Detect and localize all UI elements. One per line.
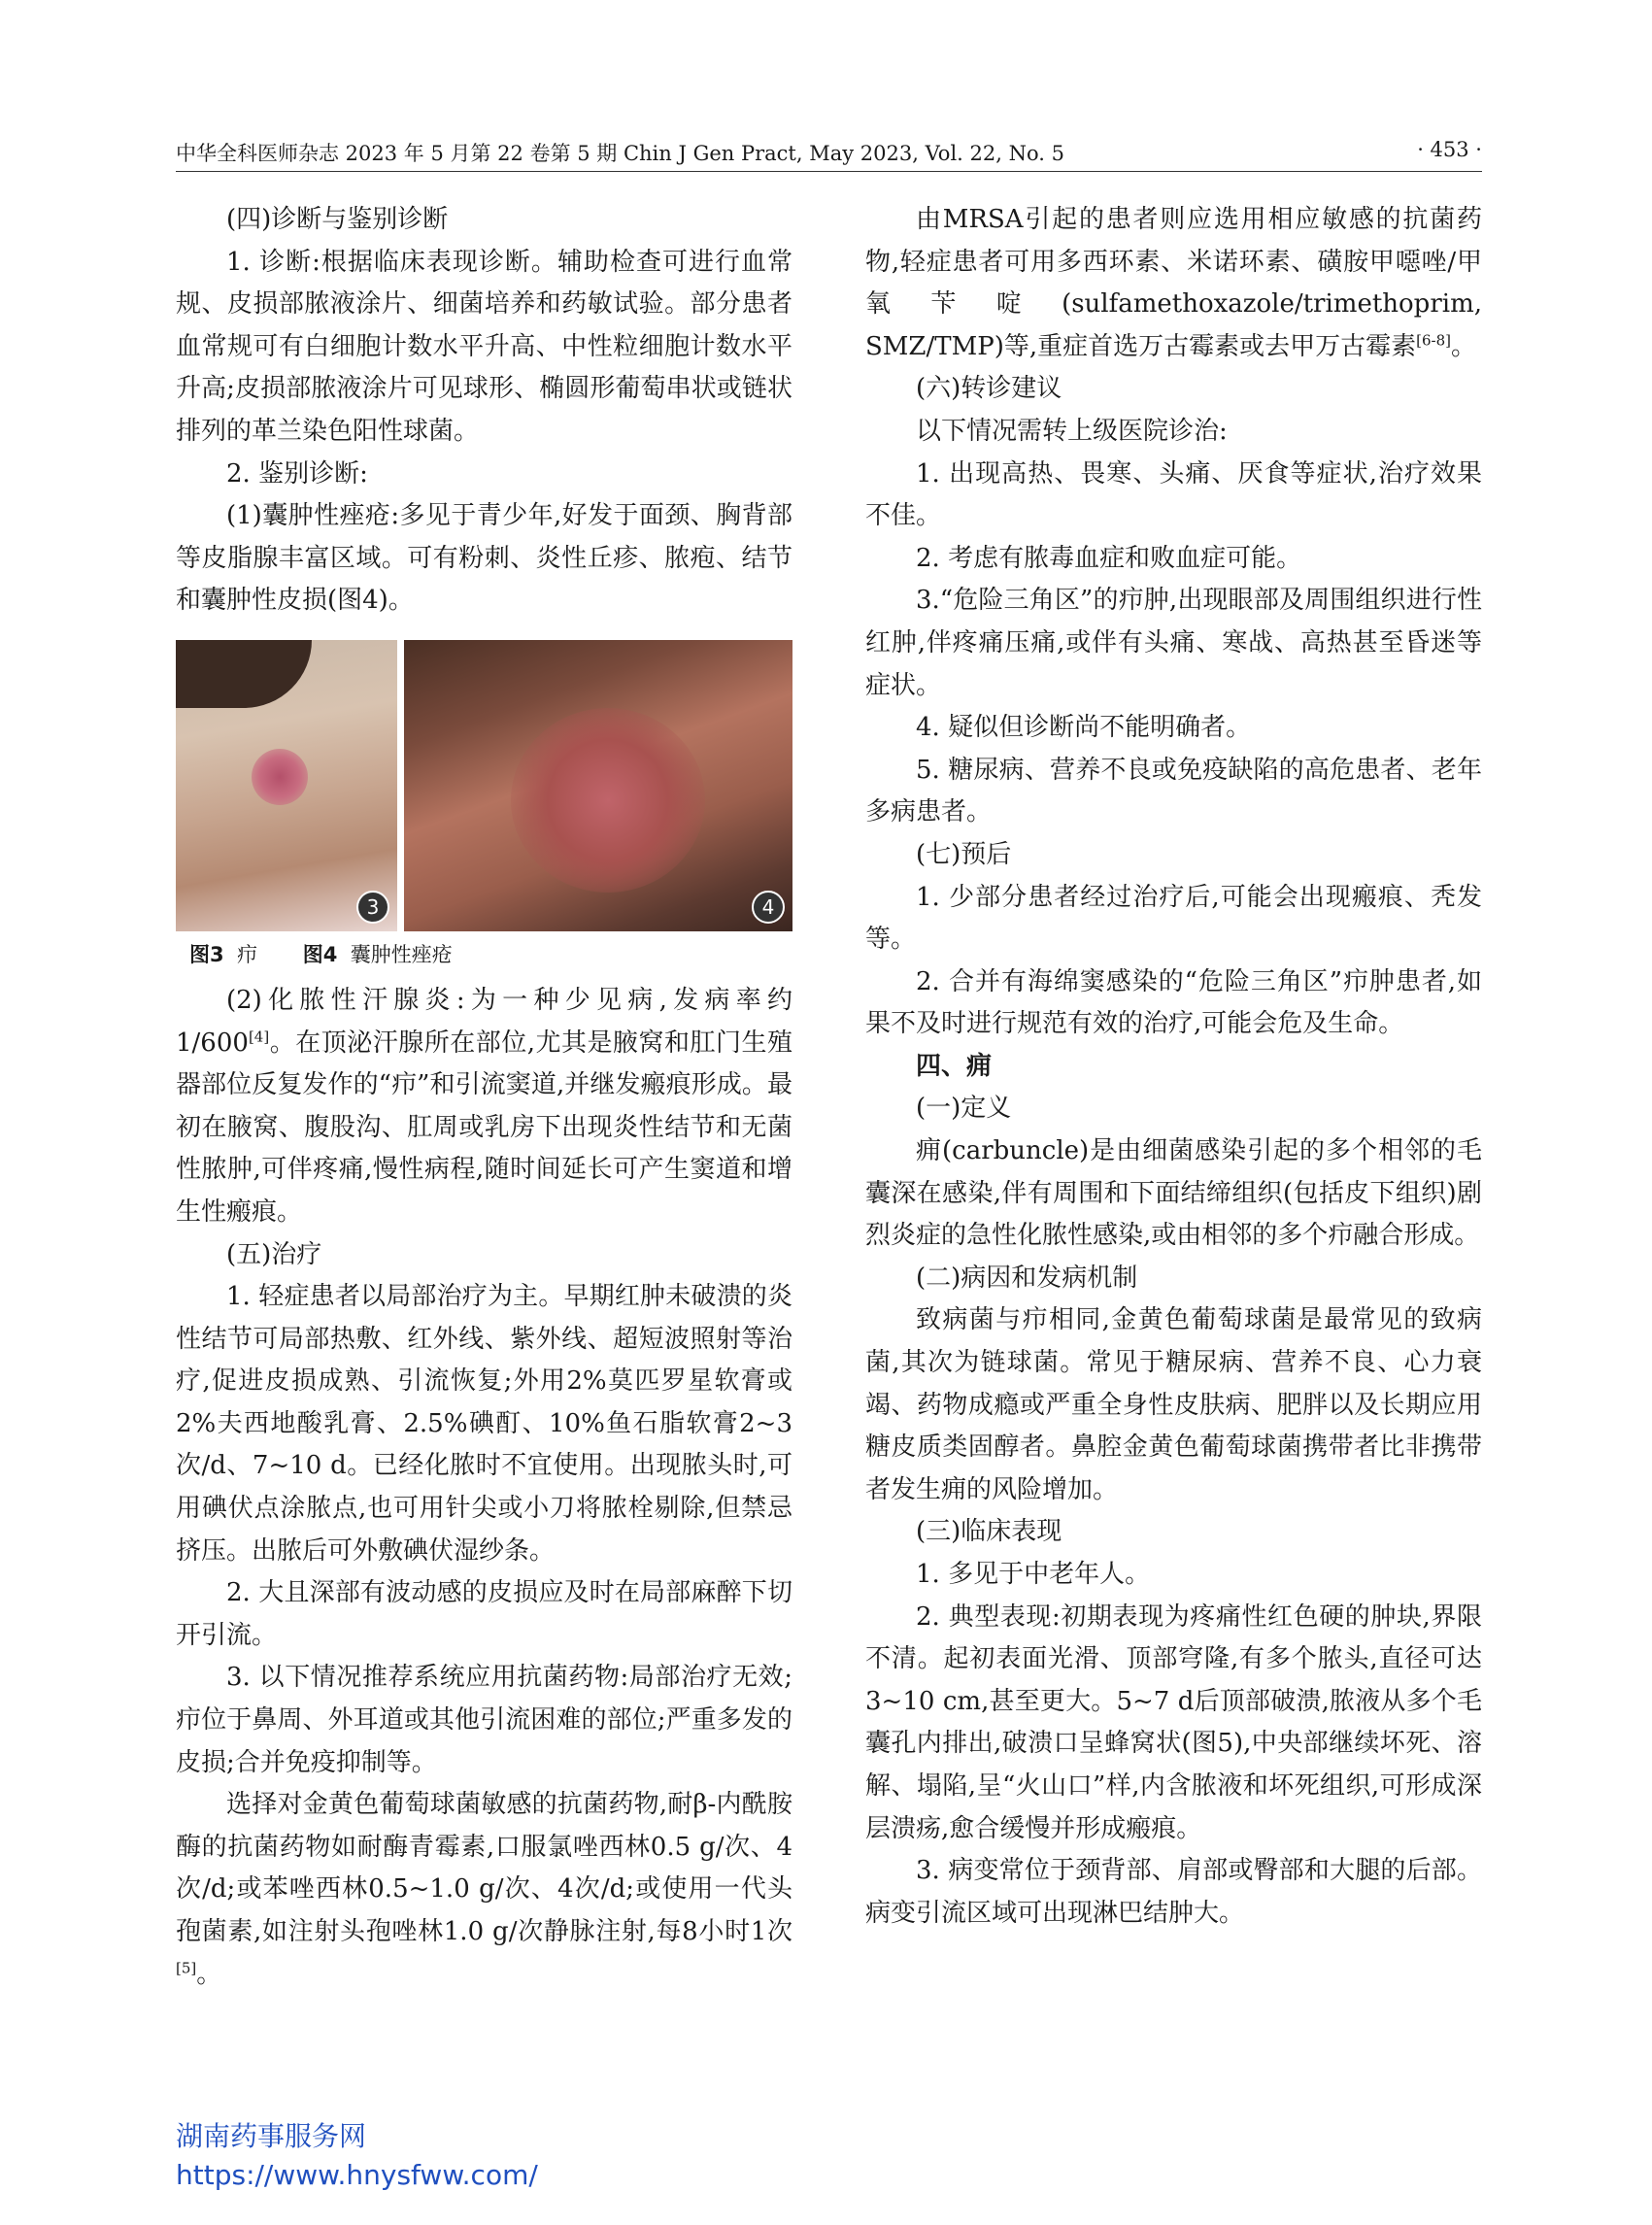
section-heading: (七)预后 <box>916 839 1012 869</box>
caption-4-text: 囊肿性痤疮 <box>350 942 453 966</box>
paragraph: 1. 诊断:根据临床表现诊断。辅助检查可进行血常规、皮损部脓液涂片、细菌培养和药敏试验。部分患者血常规可有白细胞计数水平升高、中性粒细胞计数水平升高;皮损部脓液涂片可见球形、椭圆形葡萄串状或链状排列的革兰染色阳性球菌。 <box>176 247 792 446</box>
paragraph: 2. 鉴别诊断: <box>226 458 368 489</box>
paragraph: 1. 出现高热、畏寒、头痛、厌食等症状,治疗效果不佳。 <box>865 458 1482 531</box>
text: 。 <box>1451 331 1477 361</box>
figure-4-photo <box>404 640 792 931</box>
watermark-site-name: 湖南药事服务网 <box>176 2120 367 2152</box>
section-heading: (二)病因和发病机制 <box>916 1263 1138 1293</box>
major-heading: 四、痈 <box>916 1051 993 1081</box>
section-heading: (一)定义 <box>916 1094 1012 1124</box>
paragraph: 1. 少部分患者经过治疗后,可能会出现瘢痕、秃发等。 <box>865 882 1482 955</box>
paragraph: 以下情况需转上级医院诊治: <box>916 416 1228 446</box>
paragraph: 5. 糖尿病、营养不良或免疫缺陷的高危患者、老年多病患者。 <box>865 755 1482 827</box>
paragraph: 2. 典型表现:初期表现为疼痛性红色硬的肿块,界限不清。起初表面光滑、顶部穹隆,有多个脓头,直径可达3~10 cm,甚至更大。5~7 d后顶部破溃,脓液从多个毛囊孔内排出,破溃口呈蜂窝状(图5),中央部继续坏死、溶解、塌陷,呈“火山口”样,内含脓液和坏死组织,可形成深层溃疡,愈合缓慢并形成瘢痕。 <box>865 1601 1482 1843</box>
paragraph <box>176 1784 792 1996</box>
section-heading: (三)临床表现 <box>916 1517 1062 1547</box>
text: 。在顶泌汗腺所在部位,尤其是腋窝和肛门生殖器部位反复发作的“疖”和引流窦道,并继发瘢痕形成。最初在腋窝、腹股沟、肛周或乳房下出现炎性结节和无菌性脓肿,可伴疼痛,慢性病程,随时间延长可产生窦道和增生性瘢痕。 <box>176 1028 792 1227</box>
watermark <box>176 2117 538 2195</box>
text: (2)化脓性汗腺炎:为一种少见病,发病率约1/600 <box>176 985 792 1058</box>
hair-region <box>176 640 312 708</box>
paragraph: 1. 轻症患者以局部治疗为主。早期红肿未破溃的炎性结节可局部热敷、红外线、紫外线、超短波照射等治疗,促进皮损成熟、引流恢复;外用2%莫匹罗星软膏或2%夫西地酸乳膏、2.5%碘酊、10%鱼石脂软膏2~3次/d、7~10 d。已经化脓时不宜使用。出现脓头时,可用碘伏点涂脓点,也可用针尖或小刀将脓栓剔除,但禁忌挤压。出脓后可外敷碘伏湿纱条。 <box>176 1282 792 1566</box>
paragraph: 痈(carbuncle)是由细菌感染引起的多个相邻的毛囊深在感染,伴有周围和下面结缔组织(包括皮下组织)剧烈炎症的急性化脓性感染,或由相邻的多个疖融合形成。 <box>865 1136 1482 1251</box>
paragraph: 3. 病变常位于颈背部、肩部或臀部和大腿的后部。病变引流区域可出现淋巴结肿大。 <box>865 1856 1482 1928</box>
page-number: · 453 · <box>1417 138 1482 161</box>
text: 由MRSA引起的患者则应选用相应敏感的抗菌药物,轻症患者可用多西环素、米诺环素、磺胺甲噁唑/甲氧苄啶(sulfamethoxazole/trimethoprim, SMZ/TMP)等,重症首选万古霉素或去甲万古霉素 <box>865 205 1482 361</box>
journal-citation: 中华全科医师杂志 2023 年 5 月第 22 卷第 5 期 Chin J Gen Pract, May 2023, Vol. 22, No. 5 <box>176 142 1064 165</box>
right-column <box>865 199 1482 1935</box>
paragraph: 2. 大且深部有波动感的皮损应及时在局部麻醉下切开引流。 <box>176 1578 792 1650</box>
figure-caption <box>189 939 792 970</box>
text: 。 <box>196 1959 222 1989</box>
section-heading: (六)转诊建议 <box>916 374 1062 404</box>
paragraph: 3. 以下情况推荐系统应用抗菌药物:局部治疗无效;疖位于鼻周、外耳道或其他引流困难的部位;严重多发的皮损;合并免疫抑制等。 <box>176 1663 792 1777</box>
acne-lesion-area <box>511 708 705 893</box>
figure-4-badge: 4 <box>752 891 785 924</box>
citation: [5] <box>176 1958 197 1976</box>
section-heading: (四)诊断与鉴别诊断 <box>226 205 449 234</box>
figure-3-badge: 3 <box>356 891 389 924</box>
caption-4-label: 图4 <box>302 942 338 966</box>
furuncle-lesion <box>252 749 308 805</box>
paragraph: 2. 合并有海绵窦感染的“危险三角区”疖肿患者,如果不及时进行规范有效的治疗,可能会危及生命。 <box>865 966 1482 1039</box>
paragraph: 2. 考虑有脓毒血症和败血症可能。 <box>916 543 1302 573</box>
section-heading: (五)治疗 <box>226 1239 322 1269</box>
paragraph <box>176 980 792 1234</box>
paragraph: 致病菌与疖相同,金黄色葡萄球菌是最常见的致病菌,其次为链球菌。常见于糖尿病、营养不良、心力衰竭、药物成瘾或严重全身性皮肤病、肥胖以及长期应用糖皮质类固醇者。鼻腔金黄色葡萄球菌携带者比非携带者发生痈的风险增加。 <box>865 1305 1482 1504</box>
citation: [6-8] <box>1416 331 1451 350</box>
figure-panel <box>176 640 792 931</box>
caption-3-text: 疖 <box>236 942 257 966</box>
paragraph: (1)囊肿性痤疮:多见于青少年,好发于面颈、胸背部等皮脂腺丰富区域。可有粉刺、炎性丘疹、脓疱、结节和囊肿性皮损(图4)。 <box>176 501 792 616</box>
running-header <box>176 132 1482 172</box>
figure-3-photo <box>176 640 397 931</box>
watermark-url[interactable]: https://www.hnysfww.com/ <box>176 2159 538 2191</box>
citation: [4] <box>248 1027 270 1045</box>
caption-3-label: 图3 <box>189 942 224 966</box>
paragraph: 4. 疑似但诊断尚不能明确者。 <box>916 713 1252 743</box>
left-column <box>176 199 792 1996</box>
paragraph <box>865 199 1482 368</box>
paragraph: 3.“危险三角区”的疖肿,出现眼部及周围组织进行性红肿,伴疼痛压痛,或伴有头痛、寒战、高热甚至昏迷等症状。 <box>865 586 1482 700</box>
paragraph: 1. 多见于中老年人。 <box>916 1560 1151 1589</box>
text: 选择对金黄色葡萄球菌敏感的抗菌药物,耐β-内酰胺酶的抗菌药物如耐酶青霉素,口服氯唑西林0.5 g/次、4次/d;或苯唑西林0.5~1.0 g/次、4次/d;或使用一代头孢菌素,如注射头孢唑林1.0 g/次静脉注射,每8小时1次 <box>176 1790 792 1946</box>
